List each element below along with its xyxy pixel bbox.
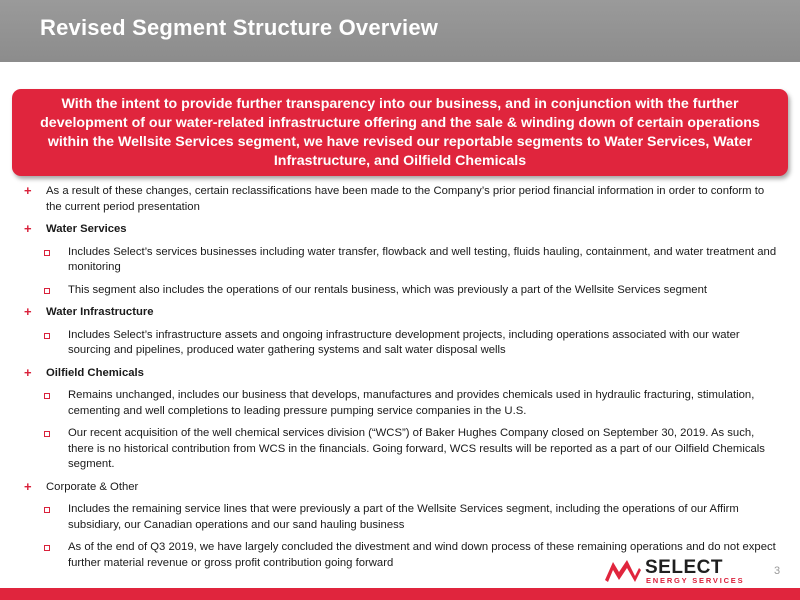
square-bullet-icon	[44, 507, 50, 513]
sub-bullet-text: Includes the remaining service lines that were previously a part of the Wellsite Services segment, including the operations of our Affirm subsidiary, our Canadian operations and our sand hauling business	[68, 503, 739, 531]
bullet-item-water-infrastructure	[22, 305, 780, 321]
logo-subtitle: ENERGY SERVICES	[646, 576, 745, 585]
sub-bullet-text: Includes Select’s infrastructure assets and ongoing infrastructure development projects, including operations associated with our water sourcing and pipelines, produced water gathering systems and salt water disposal wells	[68, 328, 740, 356]
bullet-heading: Oilfield Chemicals	[46, 366, 144, 379]
bullet-item-water-services	[22, 222, 780, 238]
sub-bullet-item	[22, 426, 780, 473]
sub-bullet-item	[22, 388, 780, 419]
bullet-list	[22, 184, 780, 578]
plus-bullet-icon: +	[24, 304, 32, 319]
plus-bullet-icon: +	[24, 183, 32, 198]
page-title: Revised Segment Structure Overview	[40, 15, 439, 40]
square-bullet-icon	[44, 333, 50, 339]
callout-text: With the intent to provide further transparency into our business, and in conjunction with the further development of our water-related infrastructure offering and the sale & winding down of certain operations within the Wellsite Services segment, we have revised our reportable segments to Water Services, Water Infrastructure, and Oilfield Chemicals	[40, 95, 760, 169]
square-bullet-icon	[44, 250, 50, 256]
plus-bullet-icon: +	[24, 221, 32, 236]
sub-bullet-item	[22, 283, 780, 299]
bullet-item-oilfield-chemicals	[22, 366, 780, 382]
logo-word: SELECT	[645, 557, 723, 578]
bullet-heading: Corporate & Other	[46, 480, 139, 493]
sub-bullet-text: Remains unchanged, includes our business that develops, manufactures and provides chemicals used in hydraulic fracturing, stimulation, cementing and well completions to leading pressure pumping service companies in the U.S.	[68, 389, 755, 417]
bullet-item-corporate-other	[22, 480, 780, 496]
sub-bullet-text: Includes Select’s services businesses including water transfer, flowback and well testing, fluids hauling, containment, and water treatment and monitoring	[68, 245, 777, 273]
square-bullet-icon	[44, 431, 50, 437]
sub-bullet-item	[22, 502, 780, 533]
sub-bullet-item	[22, 328, 780, 359]
plus-bullet-icon: +	[24, 364, 32, 380]
bullet-heading: Water Services	[46, 223, 127, 235]
sub-bullet-text: This segment also includes the operations of our rentals business, which was previously a part of the Wellsite Services segment	[68, 283, 708, 296]
sub-bullet-item	[22, 245, 780, 276]
callout-box	[12, 89, 788, 176]
bullet-heading: Water Infrastructure	[46, 306, 154, 318]
plus-bullet-icon: +	[24, 478, 32, 494]
square-bullet-icon	[44, 545, 50, 551]
square-bullet-icon	[44, 393, 50, 399]
company-logo	[605, 556, 745, 586]
bullet-text: As a result of these changes, certain reclassifications have been made to the Company’s prior period financial information in order to conform to the current period presentation	[46, 185, 765, 213]
logo-mark-icon	[605, 558, 641, 582]
bullet-item	[22, 184, 780, 215]
sub-bullet-text: As of the end of Q3 2019, we have largely concluded the divestment and wind down process of these remaining operations and do not expect further material revenue or gross profit contribution going forward	[68, 541, 776, 569]
bottom-accent-bar	[0, 588, 800, 600]
square-bullet-icon	[44, 288, 50, 294]
page-number: 3	[774, 565, 781, 577]
sub-bullet-text: Our recent acquisition of the well chemical services division (“WCS”) of Baker Hughes Company closed on September 30, 2019. As such, there is no historical contribution from WCS in the financials. Going forward, WCS results will be reported as a part of our Oilfield Chemicals segment.	[68, 427, 765, 470]
title-bar	[0, 0, 800, 62]
